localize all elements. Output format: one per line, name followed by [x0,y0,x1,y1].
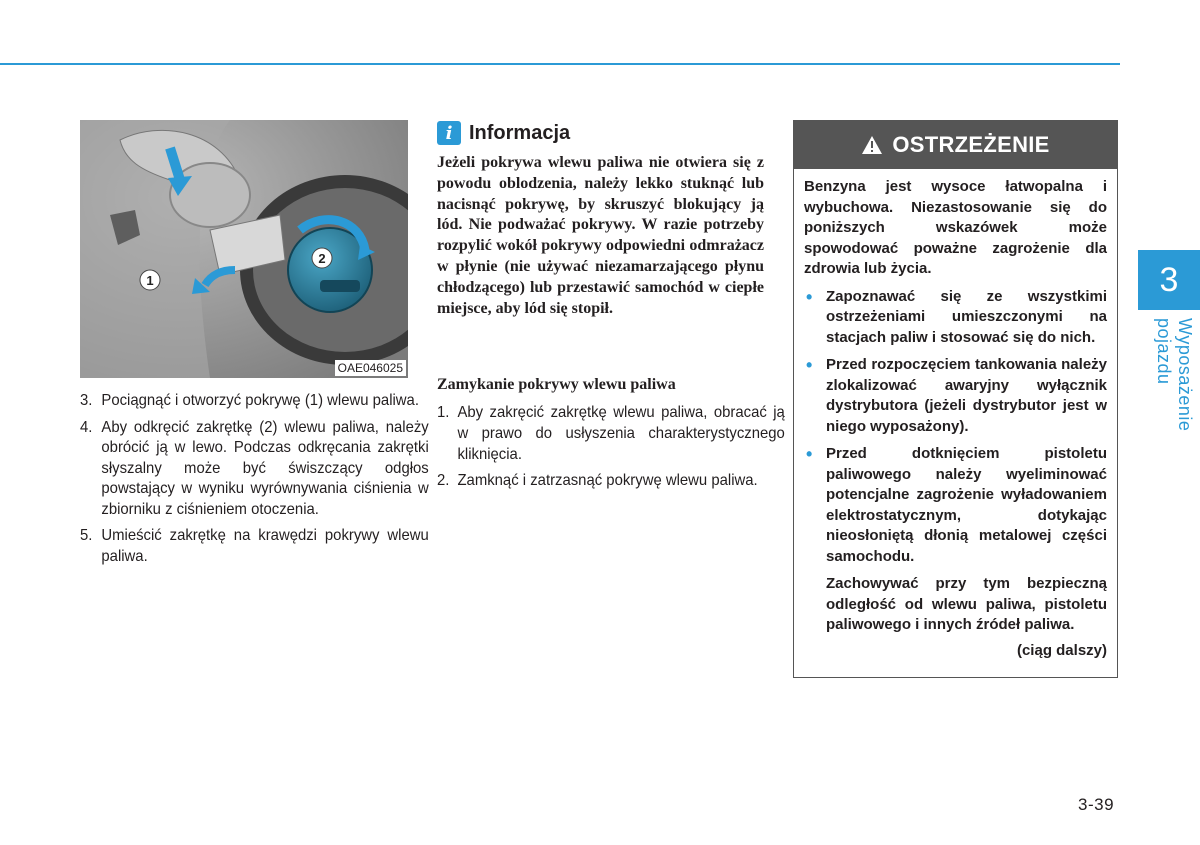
warning-header [794,121,1117,169]
list-item: 1. Aby zakręcić zakrętkę wlewu paliwa, obracać ją w prawo do usłyszenia charakterystycznego kliknięcia. [437,404,785,463]
warning-box [793,120,1118,678]
callout-2: 2 [318,251,326,266]
figure-code: OAE046025 [335,360,406,376]
warning-bullets [804,287,1107,568]
warning-title: OSTRZEŻENIE [892,132,1050,157]
list-item: 4. Aby odkręcić zakrętkę (2) wlewu paliwa, należy obrócić ją w lewo. Podczas odkręcania zakrętki słyszalny może być świszczący odgłos powstający w wyniku wyrównywania ciśnienia w zbiorniku z ciśnieniem otoczenia. [80,418,429,518]
chapter-label: Wyposażenie pojazdu [1154,318,1195,432]
warning-body [794,169,1117,661]
page-number: 3-39 [1078,795,1115,814]
continued-note: (ciąg dalszy) [1016,641,1107,659]
info-body: Jeżeli pokrywa wlewu paliwa nie otwiera się z powodu oblodzenia, należy lekko stuknąć lub nacisnąć pokrywę, by skruszyć blokujący ją lód. Nie podważać pokrywy. W razie potrzeby rozpylić wokół pokrywy odpowiedni odmrażacz w płynie (nie używać niezamarzającego płynu chłodzącego) lub przestawić samochód w ciepłe miejsce, aby lód się stopił. [437,154,764,317]
closing-steps-list [437,402,785,496]
info-icon: i [437,121,461,145]
list-item: 2. Zamknąć i zatrzasnąć pokrywę wlewu paliwa. [437,472,758,489]
list-item: • Przed rozpoczęciem tankowania należy zlokalizować awaryjny wyłącznik dystrybutora (jeżeli dystrybutor jest w niego wyposażony). [806,355,1107,435]
fuel-door-drawing [80,120,408,378]
bullet-icon: • [806,355,813,375]
chapter-tab: 3 [1138,250,1200,310]
list-item: • Zapoznawać się ze wszystkimi ostrzeżeniami umieszczonymi na stacjach paliw i stosować się do nich. [806,286,1107,346]
info-title: Informacja [469,121,571,144]
bullet-icon: • [806,444,813,464]
list-item: 5. Umieścić zakrętkę na krawędzi pokrywy wlewu paliwa. [80,527,429,565]
callout-1: 1 [146,273,154,288]
warning-triangle-icon [861,135,883,155]
bullet-icon: • [806,286,813,307]
header-rule [0,63,1120,65]
info-heading [437,120,570,146]
list-item: • Przed dotknięciem pistoletu paliwowego należy wyeliminować potencjalne zagrożenie wyładowaniem elektrostatycznym, dotykając nieosłoniętą dłonią metalowej części samochodu. [806,444,1107,565]
list-item: 3. Pociągnąć i otworzyć pokrywę (1) wlewu paliwa. [80,392,419,409]
warning-intro: Benzyna jest wysoce łatwopalna i wybuchowa. Niezastosowanie się do poniższych wskazówek może spowodować poważne zagrożenie dla zdrowia lub życia. [804,178,1107,277]
opening-steps-list [80,391,429,573]
fuel-door-illustration [80,120,408,378]
closing-section-title: Zamykanie pokrywy wlewu paliwa [437,376,676,393]
warning-extra: Zachowywać przy tym bezpieczną odległość od wlewu paliwa, pistoletu paliwowego i innych źródeł paliwa. [826,575,1107,633]
